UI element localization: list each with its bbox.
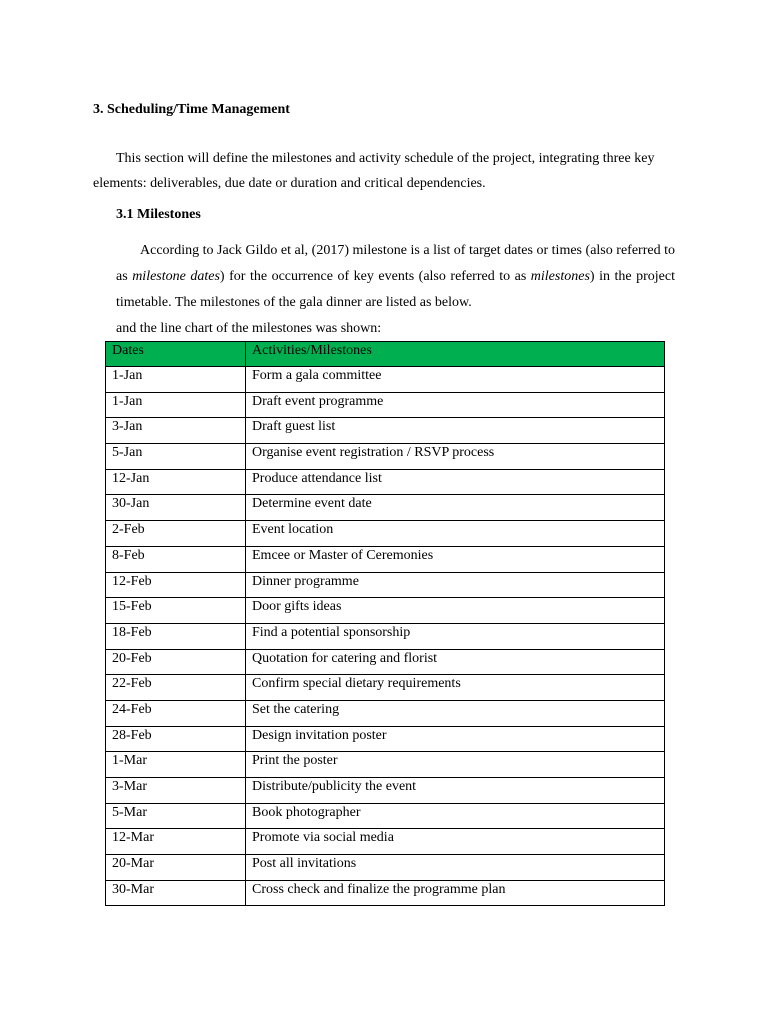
- date-cell: 2-Feb: [106, 521, 246, 547]
- date-cell: 12-Feb: [106, 572, 246, 598]
- activity-cell: Set the catering: [246, 700, 665, 726]
- table-row: [106, 598, 665, 624]
- table-row: [106, 829, 665, 855]
- activity-cell: Promote via social media: [246, 829, 665, 855]
- activity-cell: Draft event programme: [246, 392, 665, 418]
- header-activities: Activities/Milestones: [246, 342, 665, 367]
- date-cell: 30-Mar: [106, 880, 246, 906]
- activity-cell: Door gifts ideas: [246, 598, 665, 624]
- activity-cell: Event location: [246, 521, 665, 547]
- table-row: [106, 880, 665, 906]
- activity-cell: Dinner programme: [246, 572, 665, 598]
- date-cell: 20-Mar: [106, 855, 246, 881]
- activity-cell: Draft guest list: [246, 418, 665, 444]
- table-row: [106, 726, 665, 752]
- activity-cell: Emcee or Master of Ceremonies: [246, 546, 665, 572]
- date-cell: 8-Feb: [106, 546, 246, 572]
- table-row: [106, 572, 665, 598]
- table-row: [106, 623, 665, 649]
- date-cell: 12-Jan: [106, 469, 246, 495]
- table-header-row: [106, 342, 665, 367]
- activity-cell: Quotation for catering and florist: [246, 649, 665, 675]
- paragraph-text: ) in the project timetable. The milestones of the gala dinner are listed as below.: [116, 269, 675, 310]
- date-cell: 18-Feb: [106, 623, 246, 649]
- table-row: [106, 649, 665, 675]
- table-row: [106, 469, 665, 495]
- section-heading: 3. Scheduling/Time Management: [93, 102, 290, 117]
- table-row: [106, 418, 665, 444]
- table-row: [106, 778, 665, 804]
- table-row: [106, 675, 665, 701]
- table-row: [106, 855, 665, 881]
- activity-cell: Cross check and finalize the programme plan: [246, 880, 665, 906]
- table-row: [106, 803, 665, 829]
- paragraph-italic-term: milestone dates: [132, 269, 220, 284]
- activity-cell: Book photographer: [246, 803, 665, 829]
- date-cell: 22-Feb: [106, 675, 246, 701]
- table-row: [106, 367, 665, 393]
- date-cell: 1-Jan: [106, 367, 246, 393]
- milestones-table-container: [105, 341, 664, 906]
- table-body: [106, 367, 665, 906]
- activity-cell: Determine event date: [246, 495, 665, 521]
- table-row: [106, 392, 665, 418]
- table-row: [106, 752, 665, 778]
- activity-cell: Confirm special dietary requirements: [246, 675, 665, 701]
- date-cell: 24-Feb: [106, 700, 246, 726]
- activity-cell: Design invitation poster: [246, 726, 665, 752]
- paragraph-text: According to Jack Gildo et al, (2017) milestone is a list of target dates or times (also referred to as: [116, 243, 675, 284]
- activity-cell: Distribute/publicity the event: [246, 778, 665, 804]
- activity-cell: Produce attendance list: [246, 469, 665, 495]
- table-row: [106, 700, 665, 726]
- milestones-paragraph: [116, 238, 675, 342]
- table-row: [106, 444, 665, 470]
- subsection-heading: 3.1 Milestones: [116, 207, 201, 222]
- activity-cell: Post all invitations: [246, 855, 665, 881]
- date-cell: 1-Jan: [106, 392, 246, 418]
- table-row: [106, 495, 665, 521]
- date-cell: 3-Mar: [106, 778, 246, 804]
- milestones-table: [105, 341, 665, 906]
- activity-cell: Find a potential sponsorship: [246, 623, 665, 649]
- date-cell: 5-Mar: [106, 803, 246, 829]
- date-cell: 5-Jan: [106, 444, 246, 470]
- table-row: [106, 521, 665, 547]
- date-cell: 12-Mar: [106, 829, 246, 855]
- date-cell: 3-Jan: [106, 418, 246, 444]
- header-dates: Dates: [106, 342, 246, 367]
- activity-cell: Organise event registration / RSVP process: [246, 444, 665, 470]
- date-cell: 20-Feb: [106, 649, 246, 675]
- date-cell: 30-Jan: [106, 495, 246, 521]
- date-cell: 15-Feb: [106, 598, 246, 624]
- paragraph-italic-term: milestones: [530, 269, 590, 284]
- paragraph-last-line: and the line chart of the milestones was shown:: [116, 321, 382, 336]
- date-cell: 1-Mar: [106, 752, 246, 778]
- paragraph-text: ) for the occurrence of key events (also referred to as: [219, 269, 531, 284]
- date-cell: 28-Feb: [106, 726, 246, 752]
- intro-paragraph: This section will define the milestones and activity schedule of the project, integrating three key elements: deliverables, due date or duration and critical dependencies.: [93, 151, 655, 191]
- table-row: [106, 546, 665, 572]
- activity-cell: Form a gala committee: [246, 367, 665, 393]
- activity-cell: Print the poster: [246, 752, 665, 778]
